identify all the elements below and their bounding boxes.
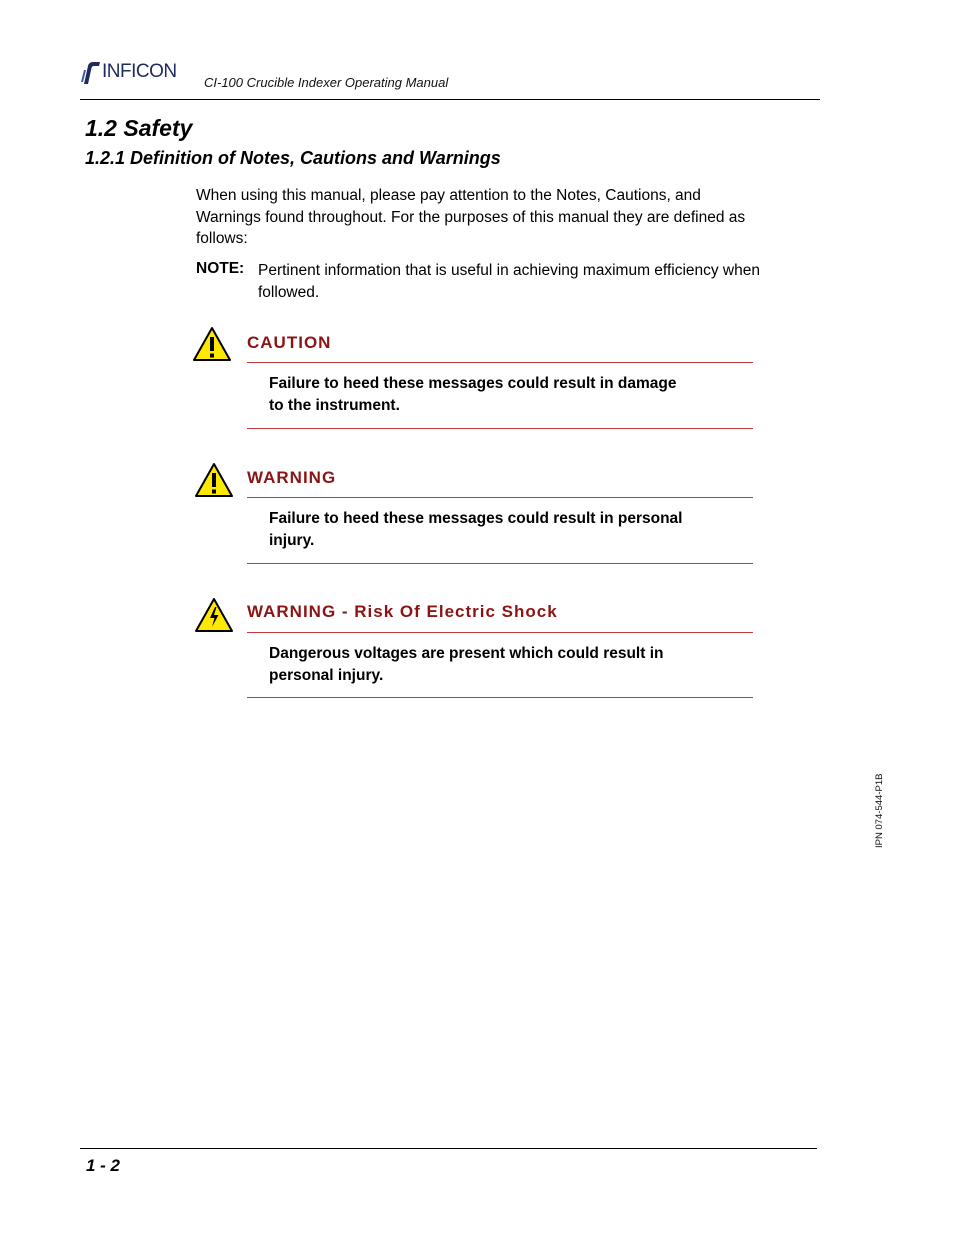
intro-line: follows: (196, 230, 248, 247)
note-line: Pertinent information that is useful in achieving maximum efficiency when (258, 262, 760, 279)
note-text (258, 260, 818, 304)
header-rule (80, 99, 820, 100)
warning-triangle-icon (194, 462, 234, 498)
note-label: NOTE: (196, 260, 245, 277)
shock-warning-bottom-rule (247, 697, 753, 698)
caution-title: CAUTION (247, 333, 332, 352)
warning-body (269, 508, 739, 552)
caution-line: Failure to heed these messages could result in damage (269, 375, 677, 392)
warning-line: injury. (269, 532, 315, 549)
warning-title: WARNING (247, 468, 337, 487)
caution-top-rule (247, 362, 753, 363)
warning-line: Failure to heed these messages could result in personal (269, 510, 683, 527)
footer-rule (80, 1148, 817, 1149)
section-title: 1.2 Safety (85, 115, 193, 141)
inficon-logo-mark-icon (80, 60, 102, 84)
caution-triangle-icon (192, 326, 232, 362)
logo-text: INFICON (102, 61, 177, 82)
shock-warning-title: WARNING - Risk Of Electric Shock (247, 602, 558, 621)
intro-line: Warnings found throughout. For the purposes of this manual they are defined as (196, 208, 746, 226)
ipn-number: IPN 074-544-P1B (874, 773, 885, 848)
caution-body (269, 373, 739, 417)
warning-bottom-rule (247, 563, 753, 564)
shock-warning-line: Dangerous voltages are present which could result in (269, 645, 664, 662)
intro-paragraph (196, 185, 816, 250)
intro-line: When using this manual, please pay attention to the Notes, Cautions, and (196, 187, 701, 204)
caution-line: to the instrument. (269, 397, 400, 414)
warning-top-rule (247, 497, 753, 498)
shock-warning-top-rule (247, 632, 753, 633)
caution-bottom-rule (247, 428, 753, 429)
inficon-logo (80, 58, 196, 86)
note-line: followed. (258, 284, 320, 301)
subsection-title: 1.2.1 Definition of Notes, Cautions and Warnings (85, 148, 501, 168)
manual-title: CI-100 Crucible Indexer Operating Manual (204, 75, 449, 90)
shock-warning-body (269, 643, 739, 687)
shock-warning-line: personal injury. (269, 667, 384, 684)
electric-shock-icon (194, 597, 234, 633)
page-number: 1 - 2 (86, 1156, 121, 1175)
